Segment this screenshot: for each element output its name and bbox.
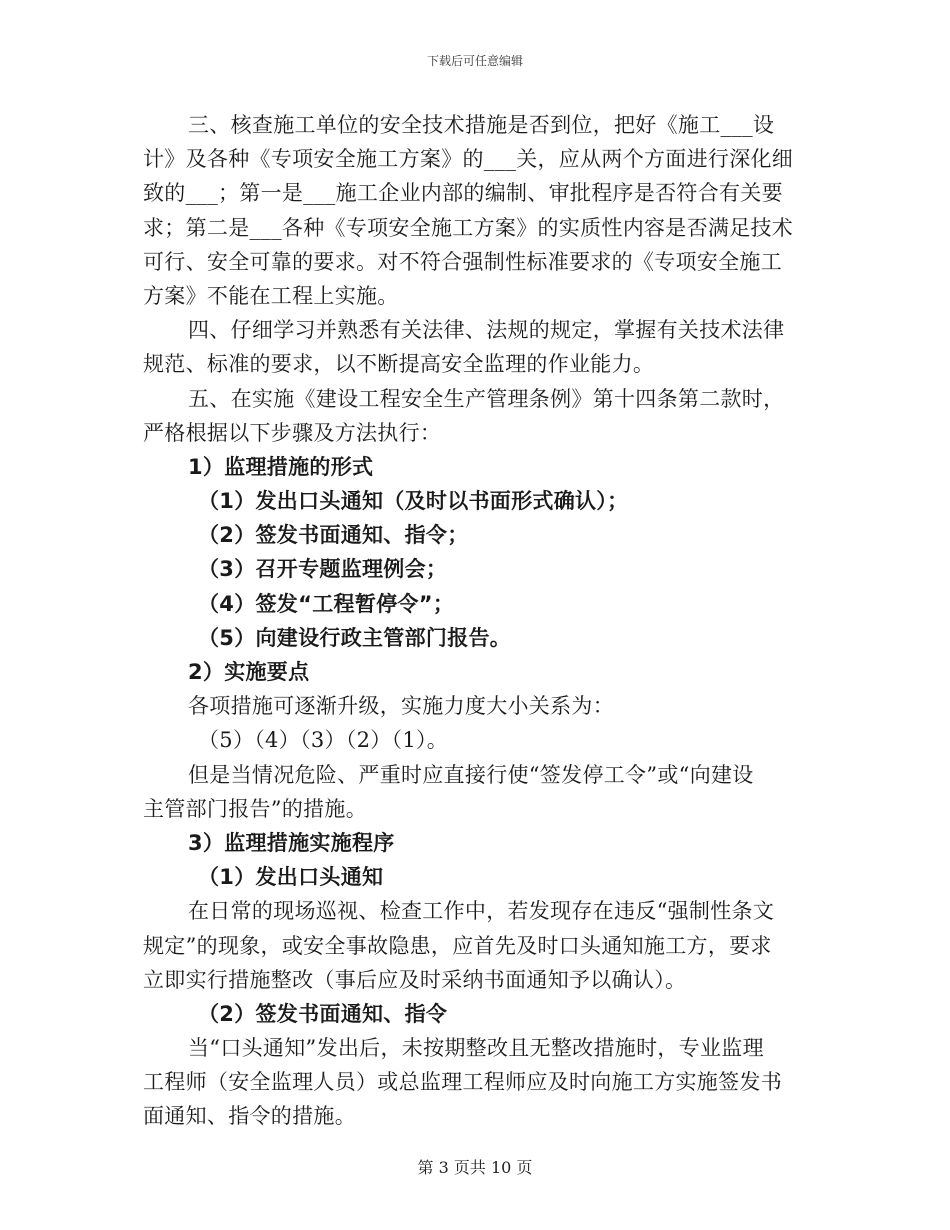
list-item: （4）签发“工程暂停令”；: [198, 591, 455, 616]
text-line: 四、仔细学习并熟悉有关法律、法规的规定，掌握有关技术法律: [188, 318, 785, 343]
text-line: 可行、安全可靠的要求。对不符合强制性标准要求的《专项安全施工: [143, 249, 782, 274]
text-line: 但是当情况危险、严重时应直接行使“签发停工令”或“向建设: [188, 762, 754, 787]
text-line: 各项措施可逐渐升级，实施力度大小关系为：: [188, 694, 614, 719]
text-line: 方案》不能在工程上实施。: [143, 283, 399, 308]
text-line: 规定”的现象，或安全事故隐患，应首先及时口头通知施工方，要求: [143, 933, 772, 958]
list-item: （2）签发书面通知、指令；: [198, 523, 469, 548]
text-line: 在日常的现场巡视、检查工作中，若发现存在违反“强制性条文: [188, 899, 775, 924]
text-line: 五、在实施《建设工程安全生产管理条例》第十四条第二款时，: [188, 386, 785, 411]
text-line: 当“口头通知”发出后，未按期整改且无整改措施时，专业监理: [188, 1036, 764, 1061]
document-body: [143, 108, 808, 1134]
text-line: 严格根据以下步骤及方法执行：: [143, 420, 442, 445]
list-item: （3）召开专题监理例会；: [198, 557, 448, 582]
text-line: （5）（4）（3）（2）（1）。: [198, 728, 449, 753]
subsection-heading: （2）签发书面通知、指令: [198, 1001, 448, 1026]
paragraph-3: [143, 108, 808, 313]
list-item: （5）向建设行政主管部门报告。: [198, 625, 512, 650]
text-line: 致的___；第一是___施工企业内部的编制、审批程序是否符合有关要: [143, 181, 783, 206]
text-line: 面通知、指令的措施。: [143, 1104, 356, 1129]
section-heading: 2）实施要点: [188, 660, 310, 684]
text-line: 求；第二是___各种《专项安全施工方案》的实质性内容是否满足技术: [143, 215, 794, 240]
subsection-heading: （1）发出口头通知: [198, 865, 384, 890]
text-line: 计》及各种《专项安全施工方案》的___关，应从两个方面进行深化细: [143, 147, 794, 172]
list-item: （1）发出口头通知（及时以书面形式确认）；: [198, 489, 629, 514]
section-measure-forms: [143, 450, 808, 655]
section-heading: 1）监理措施的形式: [188, 454, 374, 479]
text-line: 立即实行措施整改（事后应及时采纳书面通知予以确认）。: [143, 967, 687, 992]
section-procedure: [143, 826, 808, 1134]
text-line: 三、核查施工单位的安全技术措施是否到位，把好《施工___设: [188, 113, 775, 137]
text-line: 工程师（安全监理人员）或总监理工程师应及时向施工方实施签发书: [143, 1070, 782, 1095]
page-number: 第 3 页共 10 页: [417, 1158, 533, 1177]
text-line: 规范、标准的要求，以不断提高安全监理的作业能力。: [143, 352, 655, 377]
paragraph-5: [143, 382, 808, 450]
page-header: 下载后可任意编辑: [426, 54, 523, 68]
paragraph-4: [143, 313, 808, 381]
section-key-points: [143, 655, 808, 826]
section-heading: 3）监理措施实施程序: [188, 830, 395, 855]
text-line: 主管部门报告”的措施。: [143, 796, 368, 821]
